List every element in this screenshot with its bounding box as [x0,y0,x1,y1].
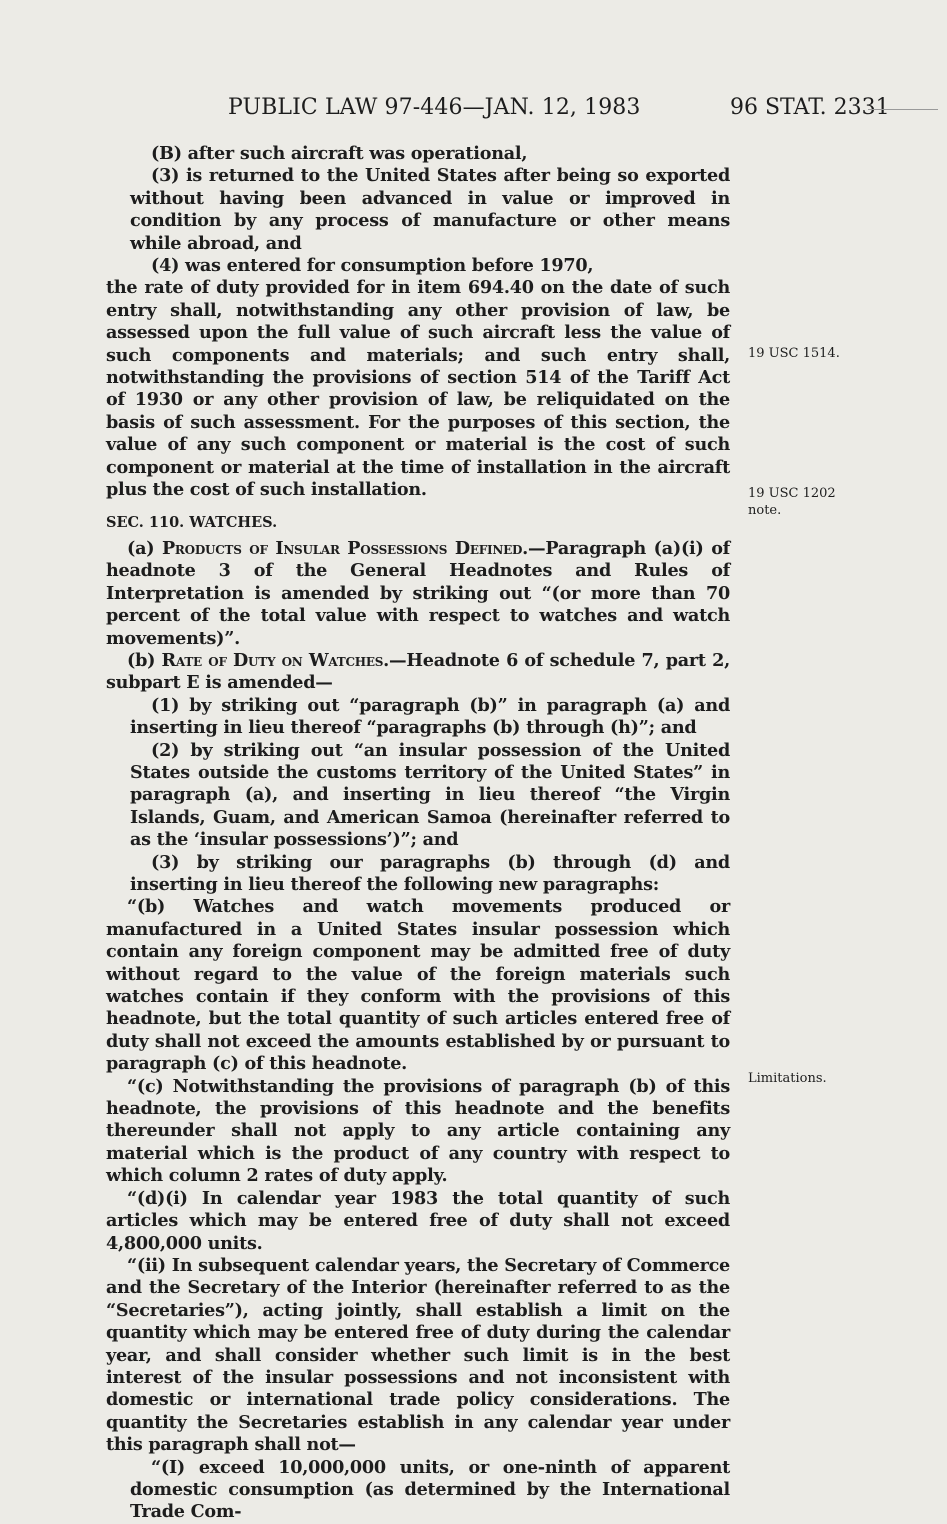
amendment-3: (3) by striking our paragraphs (b) through (d) and inserting in lieu thereof the following new paragraphs: [130,851,730,895]
new-paragraph-c: “(c) Notwithstanding the provisions of paragraph (b) of this headnote, the provisions of this headnote and the benefits thereunder shall not apply to any article containing any material which is the product of any country with respect to which column 2 rates of duty apply. [106,1075,730,1187]
new-paragraph-b: “(b) Watches and watch movements produced or manufactured in a United States insular possession which contain any foreign component may be admitted free of duty without regard to the value of the foreign materials such watches contain if they conform with the provisions of this headnote, but the total quantity of such articles entered free of duty shall not exceed the amounts established by or pursuant to paragraph (c) of this headnote. [106,896,730,1075]
clause-4-entered: (4) was entered for consumption before 1970, [151,255,594,277]
subsection-a-label: (a) [127,537,162,559]
header-title: PUBLIC LAW 97-446—JAN. 12, 1983 [228,95,641,120]
new-paragraph-d-ii: “(ii) In subsequent calendar years, the Secretary of Commerce and the Secretary of the Interior (hereinafter referred to as the “Secretaries”), acting jointly, shall establish a limit on the quantity which may be entered free of duty during the calendar year, and shall consider whether such limit is in the best interest of the insular possessions and not inconsistent with domestic or international trade policy considerations. The quantity the Secretaries establish in any calendar year under this paragraph shall not— [106,1254,730,1456]
subsection-b-label: (b) [127,649,162,671]
clause-3-returned: (3) is returned to the United States after being so exported without having been advanced in value or improved in condition by any process of manufacture or other means while abroad, and [130,165,730,254]
margin-note-note: note. [748,503,782,518]
new-paragraph-d-i: “(d)(i) In calendar year 1983 the total quantity of such articles which may be entered free of duty shall not exceed 4,800,000 units. [106,1187,730,1254]
subsection-a-caption: Products of Insular Possessions Defined. [161,537,529,559]
subsection-a-text: —Paragraph (a)(i) of headnote 3 of the General Headnotes and Rules of Interpretation is amended by striking out “(or more than 70 percent of the total value with respect to watches and watch movements)”. [106,537,730,649]
clause-b-operational: (B) after such aircraft was operational, [151,143,528,164]
document-body [106,143,730,1524]
header-stat-citation: 96 STAT. 2331 [730,95,890,120]
page-header [0,95,947,125]
subsection-b [106,650,730,695]
amendment-2: (2) by striking out “an insular possession of the United States outside the customs territory of the United States” in paragraph (a), and inserting in lieu thereof “the Virgin Islands, Guam, and American Samoa (hereinafter referred to as the ‘insular possessions’)”; and [130,739,730,851]
margin-note-19-usc-1202: 19 USC 1202 [748,486,836,501]
subsection-a [106,538,730,650]
section-heading-watches: SEC. 110. WATCHES. [106,513,278,531]
margin-note-limitations: Limitations. [748,1071,827,1086]
amendment-1: (1) by striking out “paragraph (b)” in paragraph (a) and inserting in lieu thereof “paragraphs (b) through (h)”; and [130,694,730,739]
new-paragraph-d-ii-I: “(I) exceed 10,000,000 units, or one-ninth of apparent domestic consumption (as determined by the International Trade Com- [130,1456,730,1523]
margin-note-19-usc-1514: 19 USC 1514. [748,346,840,361]
paragraph-rate-of-duty: the rate of duty provided for in item 694.40 on the date of such entry shall, notwithstanding any other provision of law, be assessed upon the full value of such aircraft less the value of such components and materials; and such entry shall, notwithstanding the provisions of section 514 of the Tariff Act of 1930 or any other provision of law, be reliquidated on the basis of such assessment. For the purposes of this section, the value of any such component or material is the cost of such component or material at the time of installation in the aircraft plus the cost of such installation. [106,277,730,501]
subsection-b-caption: Rate of Duty on Watches. [161,649,390,671]
subsection-b-text: —Headnote 6 of schedule 7, part 2, subpart E is amended— [106,649,730,694]
header-rule [868,109,938,110]
